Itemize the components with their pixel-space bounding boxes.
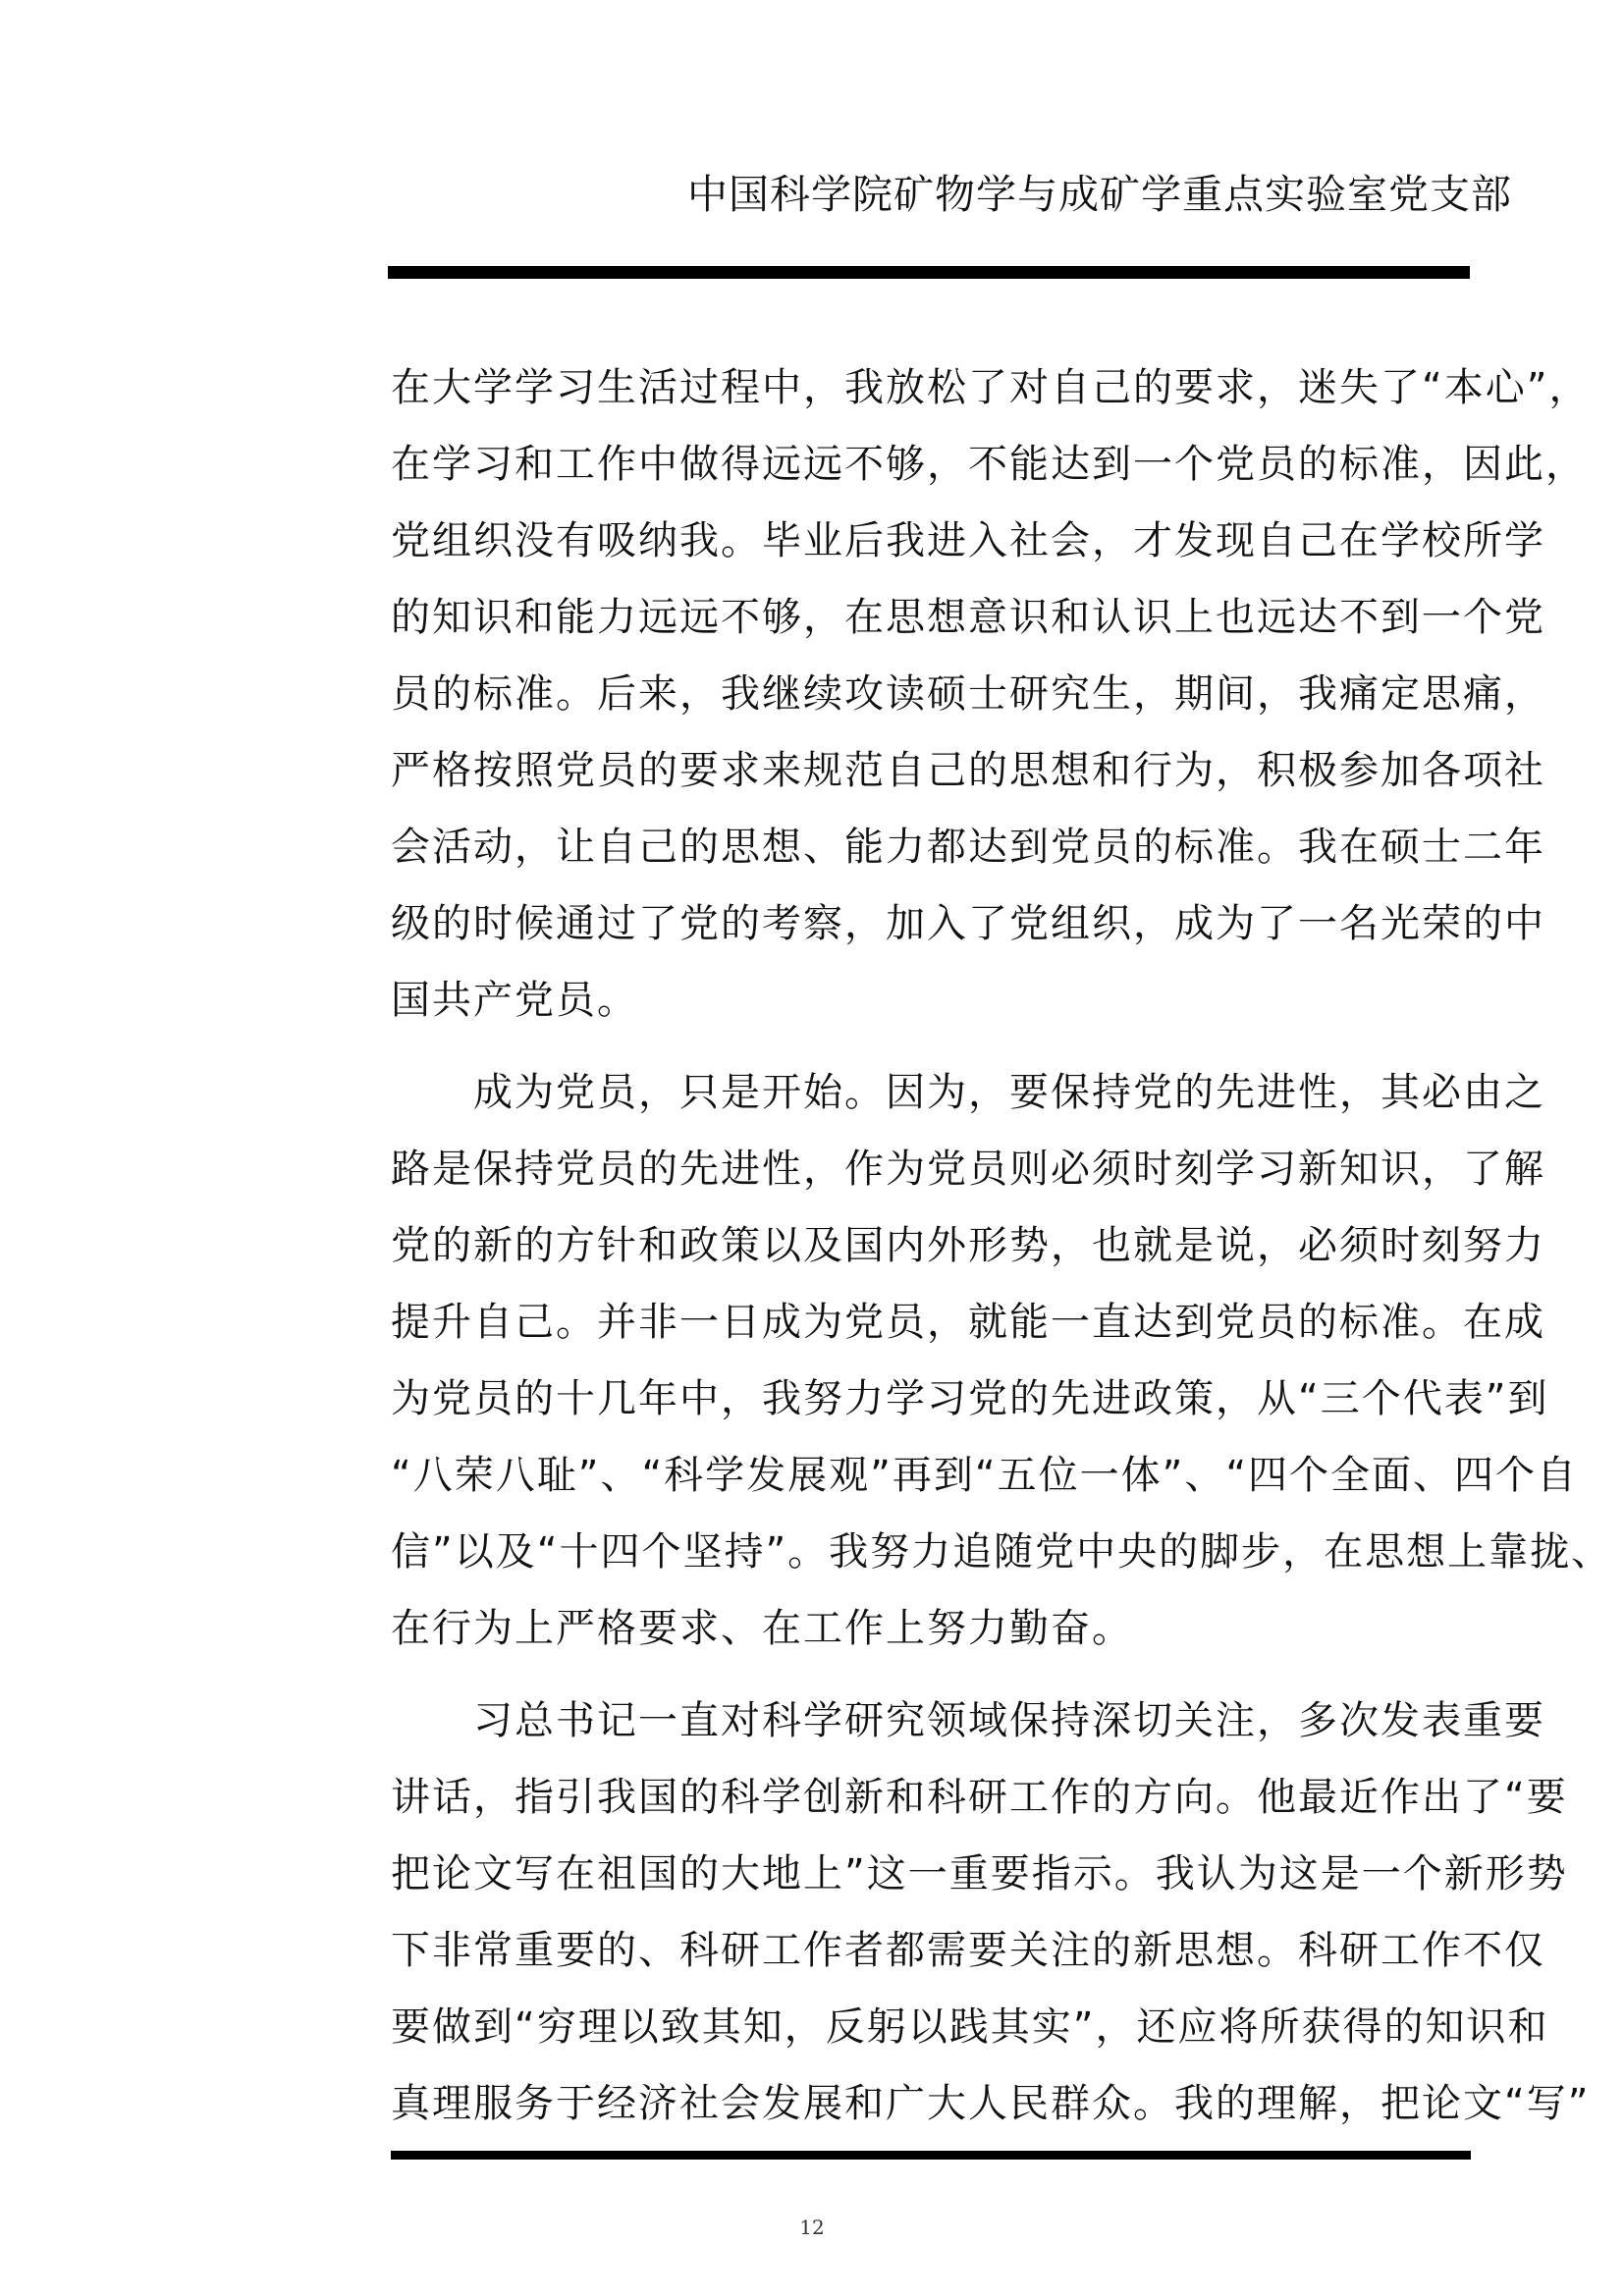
- text-line: 讲话，指引我国的科学创新和科研工作的方向。他最近作出了“要: [391, 1775, 1568, 1820]
- header-title: 中国科学院矿物学与成矿学重点实验室党支部: [687, 171, 1512, 218]
- paragraph-2: [391, 1054, 1613, 1667]
- text-line: 级的时候通过了党的考察，加入了党组织，成为了一名光荣的中: [391, 901, 1545, 946]
- paragraph-gap: [391, 1667, 1490, 1682]
- text-line: 党组织没有吸纳我。毕业后我进入社会，才发现自己在学校所学: [391, 518, 1545, 563]
- text-line: 真理服务于经济社会发展和广大人民群众。我的理解，把论文“写”: [391, 2081, 1591, 2126]
- text-line: 路是保持党员的先进性，作为党员则必须时刻学习新知识，了解: [391, 1147, 1545, 1192]
- text-line: 会活动，让自己的思想、能力都达到党员的标准。我在硕士二年: [391, 825, 1545, 870]
- text-line: 在学习和工作中做得远远不够，不能达到一个党员的标准，因此，: [391, 442, 1587, 487]
- text-line: 下非常重要的、科研工作者都需要关注的新思想。科研工作不仅: [391, 1928, 1545, 1973]
- page-number: 12: [799, 2216, 825, 2239]
- text-line: 员的标准。后来，我继续攻读硕士研究生，期间，我痛定思痛，: [391, 671, 1545, 717]
- text-line: 党的新的方针和政策以及国内外形势，也就是说，必须时刻努力: [391, 1223, 1545, 1268]
- text-line: 把论文写在祖国的大地上”这一重要指示。我认为这是一个新形势: [391, 1851, 1568, 1896]
- text-line: 在大学学习生活过程中，我放松了对自己的要求，迷失了“本心”，: [391, 365, 1591, 410]
- text-line: 在行为上严格要求、在工作上努力勤奋。: [391, 1606, 1133, 1651]
- text-line: 的知识和能力远远不够，在思想意识和认识上也远达不到一个党: [391, 595, 1545, 640]
- text-line: 成为党员，只是开始。因为，要保持党的先进性，其必由之: [391, 1070, 1545, 1115]
- header-rule: [388, 266, 1470, 279]
- text-line: 要做到“穷理以致其知，反躬以践其实”，还应将所获得的知识和: [391, 2004, 1549, 2050]
- text-line: 信”以及“十四个坚持”。我努力追随党中央的脚步，在思想上靠拢、: [391, 1529, 1613, 1575]
- footer-rule: [391, 2151, 1471, 2160]
- text-line: 提升自己。并非一日成为党员，就能一直达到党员的标准。在成: [391, 1300, 1545, 1345]
- text-line: 国共产党员。: [391, 978, 638, 1023]
- body-text: [391, 349, 1613, 2126]
- text-line: 为党员的十几年中，我努力学习党的先进政策，从“三个代表”到: [391, 1376, 1549, 1421]
- text-line: “八荣八耻”、“科学发展观”再到“五位一体”、“四个全面、四个自: [391, 1453, 1579, 1498]
- paragraph-gap: [391, 1039, 1490, 1054]
- paragraph-3: [391, 1682, 1591, 2142]
- text-line: 习总书记一直对科学研究领域保持深切关注，多次发表重要: [391, 1698, 1545, 1743]
- paragraph-1: [391, 349, 1591, 1039]
- text-line: 严格按照党员的要求来规范自己的思想和行为，积极参加各项社: [391, 748, 1545, 793]
